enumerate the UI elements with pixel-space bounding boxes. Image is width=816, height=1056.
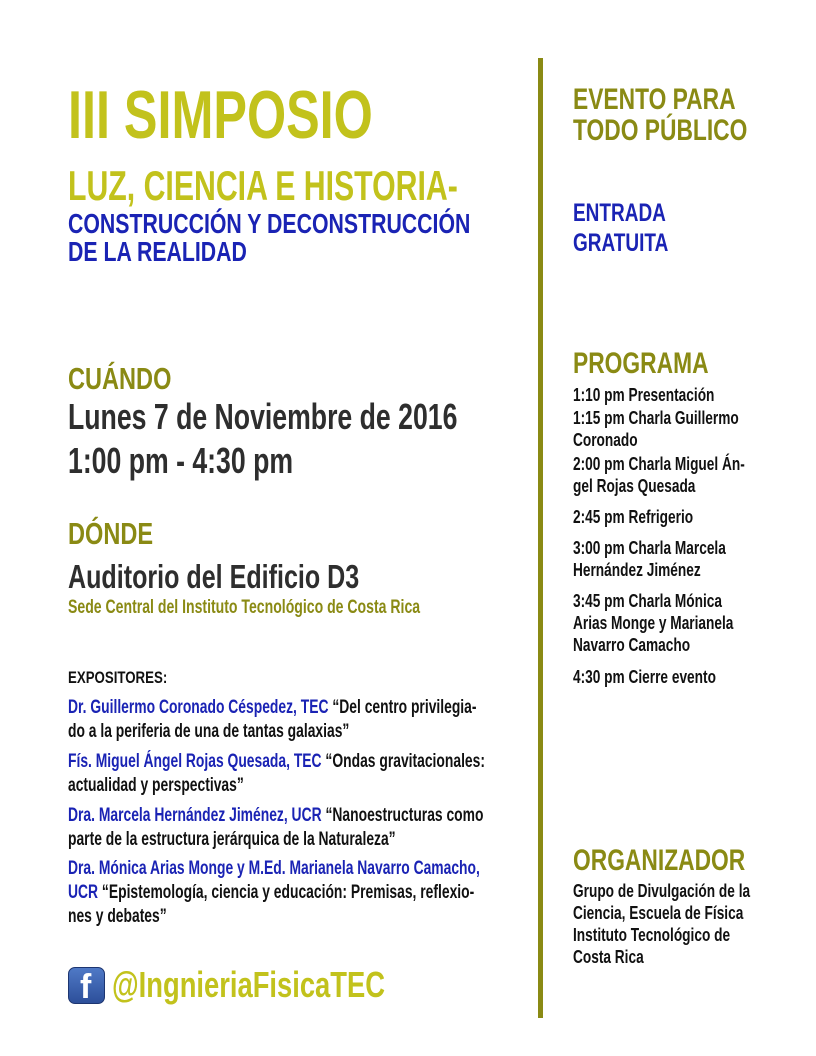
talk-title: “Nanoestructuras como	[321, 805, 484, 826]
program-item: 3:00 pm Charla Marcela Hernández Jiménez	[573, 538, 726, 580]
organizer-text: Grupo de Divulgación de la Ciencia, Escuela de Física Instituto Tecnológico de Costa Rica	[573, 881, 751, 967]
program-label: PROGRAMA	[573, 347, 709, 380]
program-item: 1:15 pm Charla Guillermo Coronado	[573, 408, 739, 450]
speaker-name: Dr. Guillermo Coronado Céspedez, TEC	[68, 697, 329, 718]
talk-title: “Epistemología, ciencia y educación: Premisas, reflexio-	[98, 882, 475, 903]
program-item: 2:45 pm Refrigerio	[573, 507, 694, 527]
symposium-title: III SIMPOSIO	[68, 77, 373, 153]
speaker-name: Dra. Marcela Hernández Jiménez, UCR	[68, 805, 322, 826]
event-date: Lunes 7 de Noviembre de 2016	[68, 396, 458, 437]
program-item: 3:45 pm Charla Mónica Arias Monge y Marianela Navarro Camacho	[573, 591, 734, 655]
venue-name: Auditorio del Edificio D3	[68, 558, 360, 595]
talk-title: actualidad y perspectivas”	[68, 775, 244, 796]
audience-note: EVENTO PARA TODO PÚBLICO	[573, 83, 748, 147]
talk-title: nes y debates”	[68, 906, 167, 927]
organizer-label: ORGANIZADOR	[573, 844, 746, 877]
speaker-name: Dra. Mónica Arias Monge y M.Ed. Marianela Navarro Camacho,	[68, 858, 480, 879]
talk-title: do a la periferia de una de tantas galaxias”	[68, 721, 350, 742]
speakers-header: EXPOSITORES:	[68, 668, 168, 687]
talk-title: “Del centro privilegia-	[328, 697, 477, 718]
speaker-name: UCR	[68, 882, 99, 903]
speaker-entry	[68, 696, 668, 744]
facebook-handle[interactable]: @IngnieriaFisicaTEC	[112, 964, 385, 1005]
when-label: CUÁNDO	[68, 361, 172, 396]
program-item: 4:30 pm Cierre evento	[573, 667, 716, 687]
program-item: 1:10 pm Presentación	[573, 385, 715, 405]
event-time: 1:00 pm - 4:30 pm	[68, 440, 294, 481]
where-label: DÓNDE	[68, 516, 154, 551]
venue-campus: Sede Central del Instituto Tecnológico de Costa Rica	[68, 597, 421, 618]
program-item: 2:00 pm Charla Miguel Án- gel Rojas Quesada	[573, 454, 745, 496]
symposium-subtitle: LUZ, CIENCIA E HISTORIA-	[68, 162, 458, 209]
speaker-name: Fís. Miguel Ángel Rojas Quesada, TEC	[68, 751, 322, 772]
facebook-icon: f	[68, 967, 105, 1004]
talk-title: “Ondas gravitacionales:	[321, 751, 485, 772]
speaker-entry	[68, 750, 668, 798]
talk-title: parte de la estructura jerárquica de la Naturaleza”	[68, 829, 396, 850]
symposium-theme: CONSTRUCCIÓN Y DECONSTRUCCIÓN DE LA REALIDAD	[68, 208, 471, 267]
entry-note: ENTRADA GRATUITA	[573, 199, 669, 257]
